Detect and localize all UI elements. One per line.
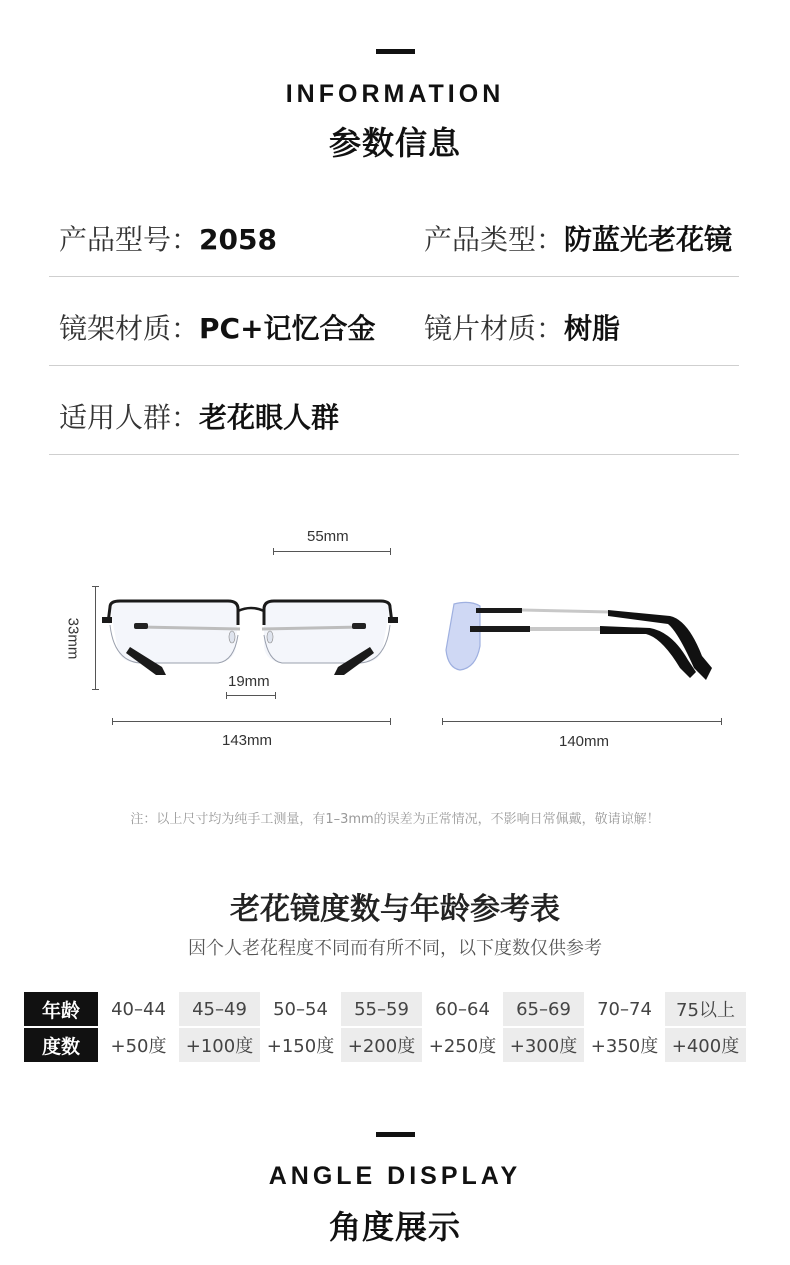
table-cell: 45–49: [179, 992, 260, 1026]
table-cell: 40–44: [98, 992, 179, 1026]
dim-label-temple-length: 140mm: [559, 733, 610, 750]
table-title: 老花镜度数与年龄参考表: [230, 892, 560, 927]
dim-label-bridge: 19mm: [228, 673, 270, 690]
table-cell: 70–74: [584, 992, 665, 1026]
dim-tick: [92, 586, 99, 587]
heading-bar: [376, 49, 415, 54]
glasses-front-image: [100, 595, 400, 685]
dim-tick: [226, 692, 227, 699]
table-cell: 65–69: [503, 992, 584, 1026]
spec-item: [424, 218, 732, 258]
row-header: 年龄: [24, 992, 98, 1026]
table-cell: +150度: [260, 1028, 341, 1062]
spec-value: 2058: [199, 223, 277, 256]
dim-line: [273, 551, 391, 552]
spec-item: [59, 307, 376, 347]
dim-tick: [275, 692, 276, 699]
table-cell: 60–64: [422, 992, 503, 1026]
spec-value: 老花眼人群: [199, 401, 340, 434]
dim-label-lens-width: 55mm: [307, 528, 349, 545]
table-cell: +350度: [584, 1028, 665, 1062]
dim-line: [112, 721, 391, 722]
spec-row: [49, 188, 739, 277]
dim-tick: [273, 548, 274, 555]
heading-bar: [376, 1132, 415, 1137]
spec-label: 产品型号：: [59, 223, 200, 256]
dim-line: [442, 721, 722, 722]
section-title-cn: 参数信息: [328, 124, 461, 162]
table-subtitle: 因个人老花程度不同而有所不同，以下度数仅供参考: [188, 938, 602, 959]
table-cell: +100度: [179, 1028, 260, 1062]
dim-line: [95, 586, 96, 690]
spec-item: [59, 396, 339, 436]
dim-tick: [442, 718, 443, 725]
spec-label: 适用人群：: [59, 401, 200, 434]
measurement-note: 注：以上尺寸均为纯手工测量，有1–3mm的误差为正常情况，不影响日常佩戴，敬请谅解！: [130, 812, 660, 827]
spec-row: [49, 366, 739, 455]
table-cell: +50度: [98, 1028, 179, 1062]
section-title-en: INFORMATION: [285, 80, 505, 108]
dim-tick: [390, 718, 391, 725]
age-degree-table: [24, 990, 746, 1064]
section-title-cn: 角度展示: [328, 1208, 461, 1246]
glasses-side-image: [440, 598, 720, 688]
dim-label-frame-width: 143mm: [222, 732, 273, 749]
dim-tick: [92, 689, 99, 690]
spec-label: 产品类型：: [424, 223, 565, 256]
table-cell: +250度: [422, 1028, 503, 1062]
table-row: [24, 992, 746, 1026]
dim-tick: [390, 548, 391, 555]
spec-value: 防蓝光老花镜: [564, 223, 733, 256]
table-cell: +400度: [665, 1028, 746, 1062]
spec-item: [424, 307, 620, 347]
spec-item: [59, 218, 277, 258]
table-cell: +300度: [503, 1028, 584, 1062]
spec-value: 树脂: [564, 312, 621, 345]
dim-label-lens-height: 33mm: [64, 617, 82, 660]
spec-row: [49, 277, 739, 366]
table-cell: 50–54: [260, 992, 341, 1026]
spec-label: 镜架材质：: [59, 312, 200, 345]
dim-tick: [721, 718, 722, 725]
table-row: [24, 1028, 746, 1062]
row-header: 度数: [24, 1028, 98, 1062]
table-cell: 75以上: [665, 992, 746, 1026]
spec-label: 镜片材质：: [424, 312, 565, 345]
dim-line: [226, 695, 276, 696]
spec-value: PC+记忆合金: [199, 312, 376, 345]
table-cell: +200度: [341, 1028, 422, 1062]
section-title-en: ANGLE DISPLAY: [268, 1162, 522, 1190]
dim-tick: [112, 718, 113, 725]
table-cell: 55–59: [341, 992, 422, 1026]
